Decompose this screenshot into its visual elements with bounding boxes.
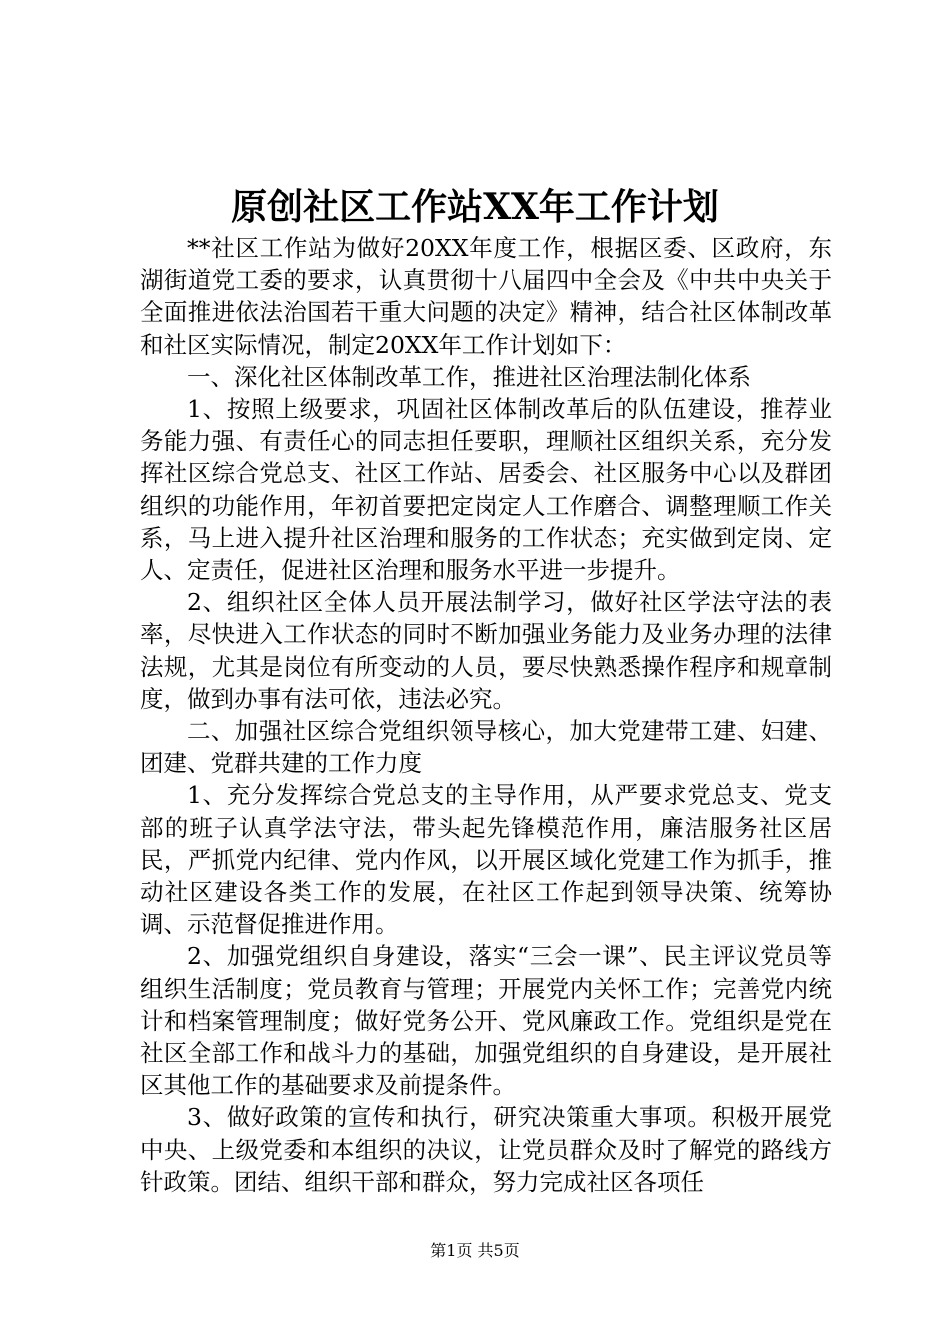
paragraph-2-2: 2、加强党组织自身建设，落实“三会一课”、民主评议党员等组织生活制度；党员教育与管理；开展党内关怀工作；完善党内统计和档案管理制度；做好党务公开、党风廉政工作。党组织是党在社区全部工作和战斗力的基础，加强党组织的自身建设，是开展社区其他工作的基础要求及前提条件。 [140, 942, 832, 1100]
section-heading-2: 二、加强社区综合党组织领导核心，加大党建带工建、妇建、团建、党群共建的工作力度 [140, 717, 832, 778]
document-title: 原创社区工作站XX年工作计划 [231, 186, 719, 228]
document-body [140, 232, 832, 1198]
paragraph-2-1: 1、充分发挥综合党总支的主导作用，从严要求党总支、党支部的班子认真学法守法，带头起先锋模范作用，廉洁服务社区居民，严抓党内纪律、党内作风，以开展区域化党建工作为抓手，推动社区建设各类工作的发展，在社区工作起到领导决策、统筹协调、示范督促推进作用。 [140, 781, 832, 939]
paragraph-1-1: 1、按照上级要求，巩固社区体制改革后的队伍建设，推荐业务能力强、有责任心的同志担任要职，理顺社区组织关系，充分发挥社区综合党总支、社区工作站、居委会、社区服务中心以及群团组织的功能作用，年初首要把定岗定人工作磨合、调整理顺工作关系，马上进入提升社区治理和服务的工作状态；充实做到定岗、定人、定责任，促进社区治理和服务水平进一步提升。 [140, 395, 832, 585]
page-number-footer: 第1页 共5页 [430, 1241, 520, 1260]
paragraph-2-3: 3、做好政策的宣传和执行，研究决策重大事项。积极开展党中央、上级党委和本组织的决议，让党员群众及时了解党的路线方针政策。团结、组织干部和群众，努力完成社区各项任 [140, 1103, 832, 1196]
paragraph-1-2: 2、组织社区全体人员开展法制学习，做好社区学法守法的表率，尽快进入工作状态的同时不断加强业务能力及业务办理的法律法规，尤其是岗位有所变动的人员，要尽快熟悉操作程序和规章制度，做到办事有法可依，违法必究。 [140, 588, 832, 713]
section-heading-1: 一、深化社区体制改革工作，推进社区治理法制化体系 [187, 362, 751, 391]
paragraph-intro: **社区工作站为做好20XX年度工作，根据区委、区政府，东湖街道党工委的要求，认真贯彻十八届四中全会及《中共中央关于全面推进依法治国若干重大问题的决定》精神，结合社区体制改革和社区实际情况，制定20XX年工作计划如下： [140, 234, 832, 359]
